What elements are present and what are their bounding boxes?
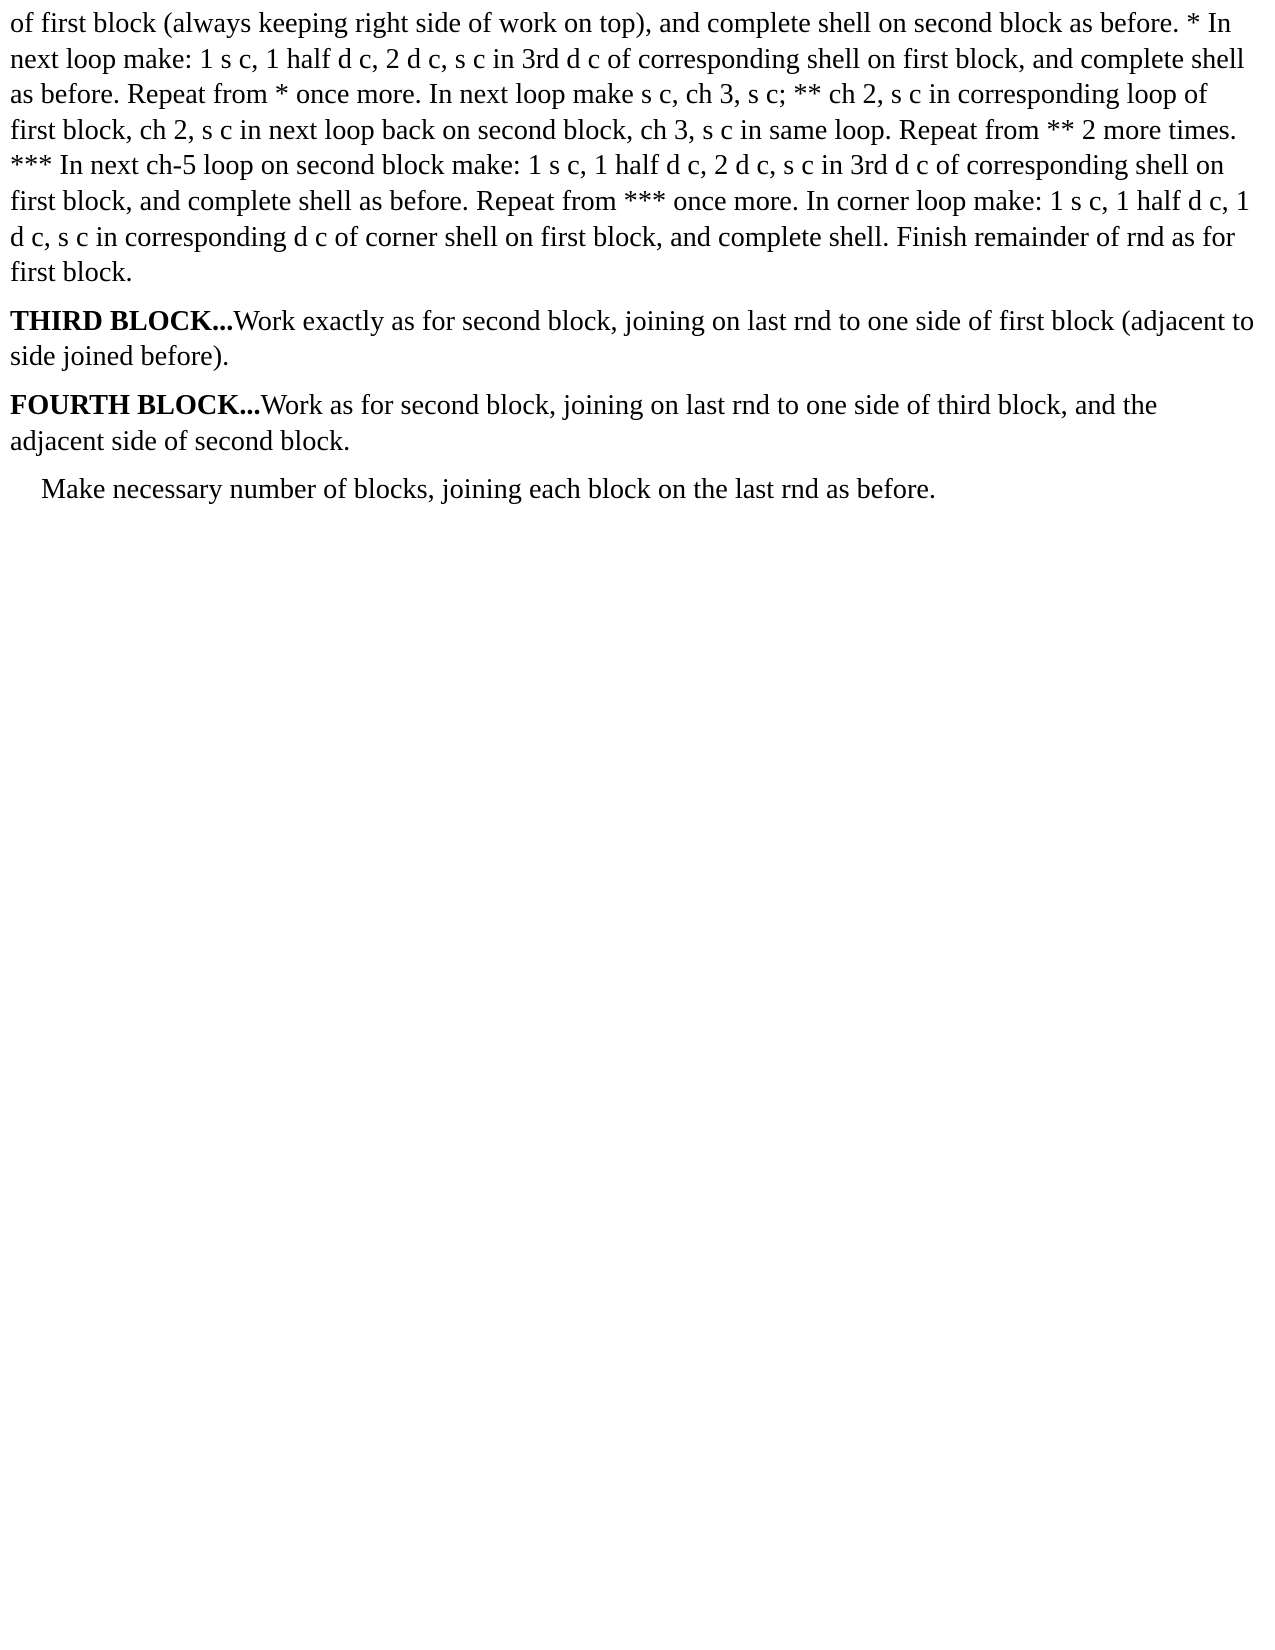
- paragraph-final-note: [10, 472, 1258, 508]
- document-page: [10, 6, 1258, 521]
- section-heading-fourth-block: FOURTH BLOCK...: [10, 389, 261, 421]
- paragraph-third-block: [10, 304, 1258, 375]
- paragraph-text: of first block (always keeping right side of work on top), and complete shell on second block as before. * In next loop make: 1 s c, 1 half d c, 2 d c, s c in 3rd d c of corresponding shell on first block, and complete shell as before. Repeat from * once more. In next loop make s c, ch 3, s c; ** ch 2, s c in corresponding loop of first block, ch 2, s c in next loop back on second block, ch 3, s c in same loop. Repeat from ** 2 more times. *** In next ch-5 loop on second block make: 1 s c, 1 half d c, 2 d c, s c in 3rd d c of corresponding shell on first block, and complete shell as before. Repeat from *** once more. In corner loop make: 1 s c, 1 half d c, 1 d c, s c in corresponding d c of corner shell on first block, and complete shell. Finish remainder of rnd as for first block.: [10, 8, 1250, 289]
- paragraph-text: Work exactly as for second block, joining on last rnd to one side of first block (adjacent to side joined before).: [10, 305, 1255, 373]
- paragraph-text: Work as for second block, joining on last rnd to one side of third block, and the adjacent side of second block.: [10, 389, 1158, 457]
- paragraph-text: Make necessary number of blocks, joining each block on the last rnd as before.: [41, 474, 936, 506]
- paragraph-continuation: [10, 6, 1258, 291]
- section-heading-third-block: THIRD BLOCK...: [10, 305, 234, 337]
- paragraph-fourth-block: [10, 388, 1258, 459]
